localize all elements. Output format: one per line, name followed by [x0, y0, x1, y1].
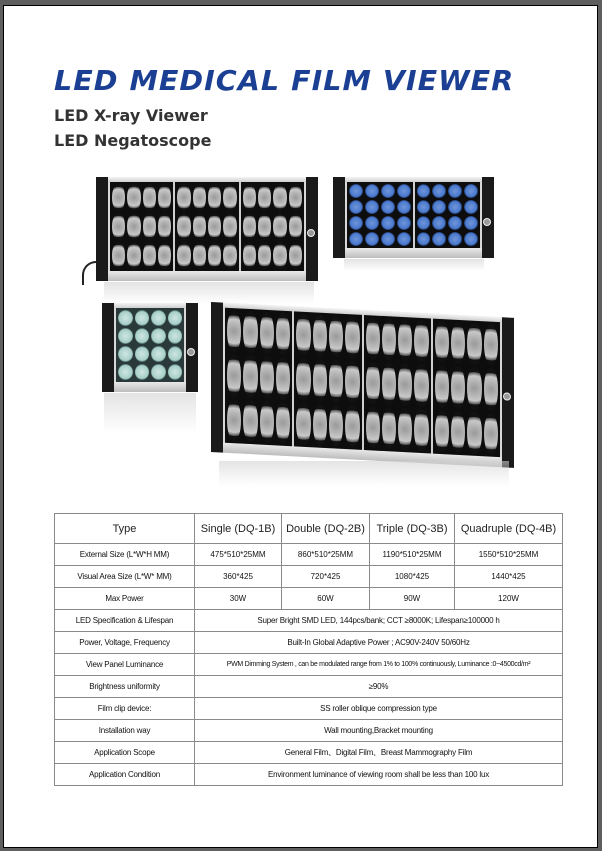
ct-scan-image — [432, 200, 446, 214]
ct-scan-image — [151, 364, 166, 380]
ct-scan-image — [177, 242, 190, 269]
film-panel — [110, 182, 173, 271]
film-panel — [175, 182, 238, 271]
ct-scan-image — [118, 328, 133, 344]
film-panel — [116, 308, 184, 382]
table-row-application-scope — [55, 742, 563, 764]
table-row-power-voltage — [55, 632, 563, 654]
cell-value: PWM Dimming System , can be modulated range from 1% to 100% continuously, Luminance :0~4500cd/m² — [195, 654, 563, 676]
ct-scan-image — [135, 364, 150, 380]
triple-viewer-photo — [96, 177, 318, 281]
ct-scan-image — [296, 402, 310, 445]
column-header-double: Double (DQ-2B) — [282, 514, 370, 544]
ct-scan-image — [143, 184, 156, 211]
cell-value: Built-In Global Adaptive Power ; AC90V-240V 50/60Hz — [195, 632, 563, 654]
ct-scan-image — [289, 242, 302, 269]
ct-scan-image — [112, 242, 125, 269]
spec-table — [54, 513, 563, 786]
ct-scan-image — [397, 232, 411, 246]
ct-scan-image — [381, 184, 395, 198]
ct-scan-image — [276, 357, 290, 400]
ct-scan-image — [227, 398, 241, 441]
ct-scan-image — [289, 213, 302, 240]
cell-value: Super Bright SMD LED, 144pcs/bank; CCT ≥8000K; Lifespan≥100000 h — [195, 610, 563, 632]
ct-scan-image — [273, 213, 286, 240]
cell-value: 1440*425 — [455, 566, 563, 588]
row-label: Application Condition — [55, 764, 195, 786]
cell-value: 90W — [370, 588, 455, 610]
table-row-visual-area — [55, 566, 563, 588]
cell-value: 1550*510*25MM — [455, 544, 563, 566]
ct-scan-image — [193, 184, 206, 211]
ct-scan-image — [448, 232, 462, 246]
reflection-image — [344, 259, 484, 271]
double-viewer-photo — [333, 177, 494, 258]
ct-scan-image — [227, 354, 241, 397]
reflection-image — [219, 461, 509, 486]
ct-scan-image — [296, 358, 310, 401]
ct-scan-image — [398, 319, 412, 362]
ct-scan-image — [382, 407, 396, 450]
ct-scan-image — [273, 242, 286, 269]
ct-scan-image — [289, 184, 302, 211]
power-knob-icon — [503, 392, 511, 400]
ct-scan-image — [177, 213, 190, 240]
ct-scan-image — [193, 213, 206, 240]
cell-value: Environment luminance of viewing room shall be less than 100 lux — [195, 764, 563, 786]
ct-scan-image — [258, 242, 271, 269]
ct-scan-image — [365, 216, 379, 230]
ct-scan-image — [260, 312, 274, 355]
film-panel — [294, 311, 361, 450]
row-label: Installation way — [55, 720, 195, 742]
ct-scan-image — [208, 242, 221, 269]
ct-scan-image — [484, 323, 498, 366]
ct-scan-image — [158, 184, 171, 211]
ct-scan-image — [417, 232, 431, 246]
ct-scan-image — [349, 200, 363, 214]
ct-scan-image — [467, 367, 481, 410]
row-label: View Panel Luminance — [55, 654, 195, 676]
cell-value: 30W — [195, 588, 282, 610]
ct-scan-image — [467, 411, 481, 454]
row-label: Film clip device: — [55, 698, 195, 720]
ct-scan-image — [365, 200, 379, 214]
ct-scan-image — [381, 200, 395, 214]
ct-scan-image — [484, 368, 498, 411]
ct-scan-image — [112, 184, 125, 211]
ct-scan-image — [365, 232, 379, 246]
ct-scan-image — [451, 366, 465, 409]
ct-scan-image — [366, 361, 380, 404]
ct-scan-image — [435, 321, 449, 364]
column-header-single: Single (DQ-1B) — [195, 514, 282, 544]
ct-scan-image — [135, 328, 150, 344]
ct-scan-image — [168, 364, 183, 380]
ct-scan-image — [417, 184, 431, 198]
row-label: LED Specification & Lifespan — [55, 610, 195, 632]
ct-scan-image — [208, 184, 221, 211]
ct-scan-image — [365, 184, 379, 198]
cell-value: 120W — [455, 588, 563, 610]
ct-scan-image — [435, 409, 449, 452]
table-row-film-clip — [55, 698, 563, 720]
power-knob-icon — [483, 218, 491, 226]
ct-scan-image — [223, 184, 236, 211]
cell-value: 1080*425 — [370, 566, 455, 588]
ct-scan-image — [227, 310, 241, 353]
ct-scan-image — [135, 346, 150, 362]
ct-scan-image — [313, 359, 327, 402]
film-panel — [347, 182, 413, 248]
ct-scan-image — [276, 312, 290, 355]
table-row-brightness-uniformity — [55, 676, 563, 698]
ct-scan-image — [135, 310, 150, 326]
ct-scan-image — [366, 406, 380, 449]
ct-scan-image — [381, 216, 395, 230]
subtitle-xray-viewer: LED X-ray Viewer — [54, 106, 208, 125]
film-panel — [225, 308, 292, 447]
table-row-led-spec — [55, 610, 563, 632]
table-header-row — [55, 514, 563, 544]
ct-scan-image — [464, 232, 478, 246]
ct-scan-image — [243, 399, 257, 442]
reflection-image — [104, 393, 196, 433]
ct-scan-image — [464, 200, 478, 214]
ct-scan-image — [158, 213, 171, 240]
power-knob-icon — [307, 229, 315, 237]
ct-scan-image — [448, 184, 462, 198]
ct-scan-image — [417, 200, 431, 214]
row-label: Power, Voltage, Frequency — [55, 632, 195, 654]
ct-scan-image — [258, 184, 271, 211]
ct-scan-image — [177, 184, 190, 211]
ct-scan-image — [349, 232, 363, 246]
ct-scan-image — [260, 400, 274, 443]
ct-scan-image — [397, 216, 411, 230]
film-panel — [415, 182, 481, 248]
ct-scan-image — [127, 184, 140, 211]
document-page — [3, 5, 598, 848]
row-label: External Size (L*W*H MM) — [55, 544, 195, 566]
ct-scan-image — [432, 184, 446, 198]
ct-scan-image — [243, 311, 257, 354]
ct-scan-image — [143, 213, 156, 240]
row-label: Brightness uniformity — [55, 676, 195, 698]
quadruple-viewer-photo — [211, 302, 514, 468]
ct-scan-image — [193, 242, 206, 269]
ct-scan-image — [414, 364, 428, 407]
ct-scan-image — [417, 216, 431, 230]
table-row-application-condition — [55, 764, 563, 786]
ct-scan-image — [168, 346, 183, 362]
ct-scan-image — [127, 242, 140, 269]
ct-scan-image — [223, 213, 236, 240]
column-header-quadruple: Quadruple (DQ-4B) — [455, 514, 563, 544]
page-title: LED MEDICAL FILM VIEWER — [54, 64, 515, 97]
ct-scan-image — [329, 404, 343, 447]
ct-scan-image — [118, 346, 133, 362]
ct-scan-image — [143, 242, 156, 269]
ct-scan-image — [398, 363, 412, 406]
power-knob-icon — [187, 348, 195, 356]
column-header-triple: Triple (DQ-3B) — [370, 514, 455, 544]
ct-scan-image — [432, 216, 446, 230]
ct-scan-image — [168, 310, 183, 326]
row-label: Application Scope — [55, 742, 195, 764]
ct-scan-image — [464, 216, 478, 230]
ct-scan-image — [467, 322, 481, 365]
ct-scan-image — [127, 213, 140, 240]
ct-scan-image — [451, 410, 465, 453]
ct-scan-image — [414, 320, 428, 363]
ct-scan-image — [448, 216, 462, 230]
ct-scan-image — [451, 322, 465, 365]
ct-scan-image — [435, 365, 449, 408]
ct-scan-image — [276, 401, 290, 444]
column-header-type: Type — [55, 514, 195, 544]
ct-scan-image — [398, 407, 412, 450]
film-panel — [364, 315, 431, 454]
film-panel — [241, 182, 304, 271]
ct-scan-image — [151, 346, 166, 362]
cell-value: 475*510*25MM — [195, 544, 282, 566]
ct-scan-image — [168, 328, 183, 344]
ct-scan-image — [208, 213, 221, 240]
cell-value: 860*510*25MM — [282, 544, 370, 566]
ct-scan-image — [243, 242, 256, 269]
ct-scan-image — [296, 313, 310, 356]
ct-scan-image — [349, 216, 363, 230]
row-label: Visual Area Size (L*W* MM) — [55, 566, 195, 588]
ct-scan-image — [382, 318, 396, 361]
film-panel — [433, 319, 500, 458]
ct-scan-image — [432, 232, 446, 246]
ct-scan-image — [313, 314, 327, 357]
row-label: Max Power — [55, 588, 195, 610]
cell-value: Wall mounting,Bracket mounting — [195, 720, 563, 742]
reflection-image — [104, 282, 314, 304]
ct-scan-image — [345, 405, 359, 448]
table-row-installation — [55, 720, 563, 742]
ct-scan-image — [243, 184, 256, 211]
ct-scan-image — [258, 213, 271, 240]
ct-scan-image — [329, 360, 343, 403]
single-viewer-photo — [102, 303, 198, 392]
cell-value: ≥90% — [195, 676, 563, 698]
ct-scan-image — [223, 242, 236, 269]
cell-value: 360*425 — [195, 566, 282, 588]
ct-scan-image — [112, 213, 125, 240]
ct-scan-image — [345, 360, 359, 403]
ct-scan-image — [464, 184, 478, 198]
table-row-max-power — [55, 588, 563, 610]
ct-scan-image — [349, 184, 363, 198]
ct-scan-image — [414, 408, 428, 451]
subtitle-negatoscope: LED Negatoscope — [54, 131, 212, 150]
ct-scan-image — [313, 403, 327, 446]
ct-scan-image — [397, 200, 411, 214]
cell-value: 720*425 — [282, 566, 370, 588]
cell-value: 1190*510*25MM — [370, 544, 455, 566]
table-row-external-size — [55, 544, 563, 566]
table-row-luminance — [55, 654, 563, 676]
cell-value: SS roller oblique compression type — [195, 698, 563, 720]
ct-scan-image — [151, 328, 166, 344]
ct-scan-image — [243, 213, 256, 240]
ct-scan-image — [329, 315, 343, 358]
ct-scan-image — [151, 310, 166, 326]
ct-scan-image — [118, 364, 133, 380]
ct-scan-image — [397, 184, 411, 198]
ct-scan-image — [243, 355, 257, 398]
ct-scan-image — [345, 316, 359, 359]
ct-scan-image — [273, 184, 286, 211]
cell-value: General Film、Digital Film、Breast Mammography Film — [195, 742, 563, 764]
ct-scan-image — [260, 356, 274, 399]
ct-scan-image — [484, 412, 498, 455]
ct-scan-image — [381, 232, 395, 246]
ct-scan-image — [382, 362, 396, 405]
ct-scan-image — [158, 242, 171, 269]
ct-scan-image — [118, 310, 133, 326]
ct-scan-image — [448, 200, 462, 214]
cell-value: 60W — [282, 588, 370, 610]
ct-scan-image — [366, 317, 380, 360]
